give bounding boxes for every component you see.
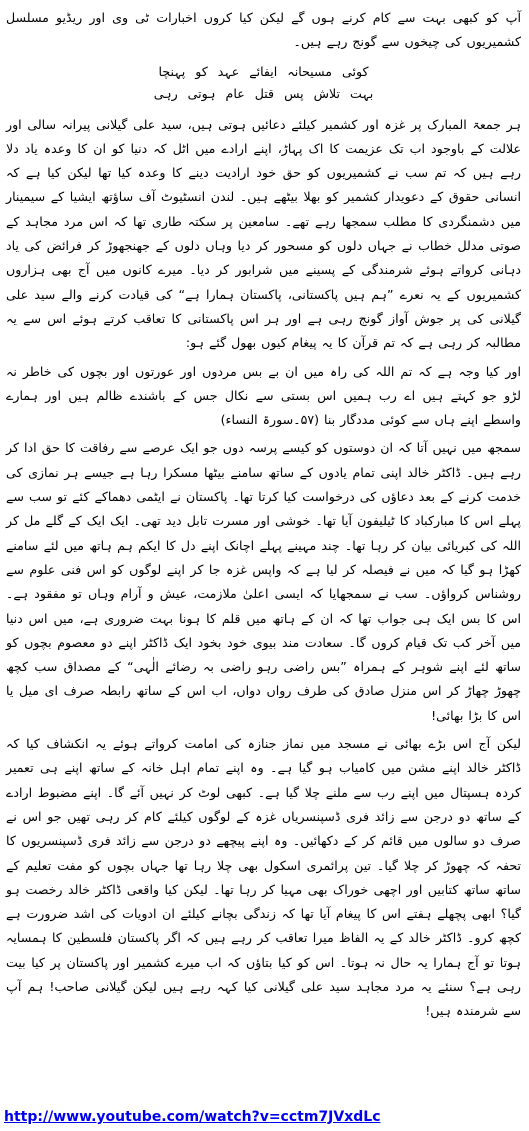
poetry-verse	[6, 61, 521, 105]
youtube-link[interactable]: http://www.youtube.com/watch?v=cctm7JVxdLc	[4, 1109, 381, 1125]
verse-line-right: کوئی مسیحانہ ایفائے عہد کو پہنچا	[158, 63, 369, 79]
verse-line-left: بہت تلاش پس قتل عام ہوتی رہی	[153, 85, 374, 101]
article-paragraph-gilani: ہر جمعۃ المبارک پر غزہ اور کشمیر کیلئے دعائیں ہوتی ہیں، سید علی گیلانی پیرانہ سالی اور علالت کے باوجود اب تک عزیمت کا اک پہاڑ، اپنے ارادے میں اٹل کہ دنیا کو ان کا وعدہ یاد دلا رہے ہیں کہ تم سب نے کشمیریوں کو حق خود ارادیت دینے کا وعدہ کیا تھا لیکن کیا ہے کہ انسانی حقوق کے دعویدار کشمیر کو بھلا بیٹھے ہیں۔ لندن انسٹیوٹ آف ساؤتھ ایشیا کے سیمینار میں دشمنگردی کا مطلب سمجھا رہے تھے۔ سامعین پر سکتہ طاری تھا کہ اس مرد مجاہد کے صوتی مدلل خطاب نے جہاں دلوں کو مسحور کر دیا وہاں دلوں کے جھنجھوڑ کر فرائض کی یاد دہانی کرواتے ہوئے شرمندگی کے پسینے میں شرابور کر دیا۔ میرے کانوں میں آج بھی ہزاروں کشمیریوں کے یہ نعرے ”ہم ہیں پاکستانی، پاکستان ہمارا ہے“ کی قیادت کرنے والے سید علی گیلانی کی پر جوش آواز گونج رہی ہے اور ہر اس پاکستانی کا تعاقب کرتے ہوئے اس سے یہ مطالبہ کر رہی ہے کہ تم قرآن کا یہ پیغام کیوں بھول گئے ہو:	[6, 116, 521, 351]
quran-quote-paragraph: اور کیا وجہ ہے کہ تم اللہ کی راہ میں ان بے بس مردوں اور عورتوں اور بچوں کی خاطر نہ لڑو جو کہتے ہیں اے رب ہمیں اس بستی سے نکال جس کے باشندے ظالم ہیں اور ہمارے واسطے اپنے ہاں سے کوئی مددگار بنا (۵۷۔سورۃ النساء)	[6, 363, 521, 428]
article-paragraph-intro: آپ کو کبھی بہت سے کام کرنے ہوں گے لیکن کیا کروں اخبارات ٹی وی اور ریڈیو مسلسل کشمیریوں کی چیخوں سے گونج رہے ہیں۔	[6, 10, 521, 50]
article-paragraph-funeral: لیکن آج اس بڑے بھائی نے مسجد میں نماز جنازہ کی امامت کرواتے ہوئے یہ انکشاف کیا کہ ڈاکٹر خالد اپنے مشن میں کامیاب ہو گیا ہے۔ وہ اپنے تمام اہل خانہ کے ساتھ اپنے ہی تعمیر کردہ ہسپتال میں اپنے رب سے ملنے چلا گیا ہے۔ کبھی لوٹ کر نہیں آئے گا۔ اپنے مضبوط ارادے کے ساتھ دو درجن سے زائد فری ڈسپنسریاں غزہ کے لوگوں کیلئے کام کر رہی تھیں جو اس نے صرف دو سالوں میں قائم کر کے دکھائیں۔ وہ اپنے پیچھے دو درجن سے زائد فری ڈسپنسریوں کا تحفہ کہ چھوڑ کر چلا گیا۔ تین پرائمری اسکول بھی چلا رہا تھا جہاں بچوں کو مفت تعلیم کے ساتھ ساتھ کتابیں اور اچھی خوراک بھی مہیا کر رہا تھا۔ لیکن کیا واقعی ڈاکٹر خالد رخصت ہو گیا؟ ابھی پچھلے ہفتے اس کا پیغام آیا تھا کہ زندگی بچانے کیلئے ان ادویات کی اشد ضرورت ہے کچھ کرو۔ ڈاکٹر خالد کے یہ الفاظ میرا تعاقب کر رہے ہیں کہ اگر پاکستان فلسطین کا ہمسایہ ہوتا تو آج ہمارا یہ حال نہ ہوتا۔ اس کو کیا بتاؤں کہ اب میرے کشمیر اور پاکستان پر کیا بیت رہی ہے؟ سنئے یہ مرد مجاہد سید علی گیلانی کیا کہہ رہے ہیں لیکن گیلانی صاحب! ہم آپ سے شرمندہ ہیں!	[6, 736, 521, 1019]
article-paragraph-dr-khalid: سمجھ میں نہیں آتا کہ ان دوستوں کو کیسے پرسہ دوں جو ایک عرصے سے رفاقت کا حق ادا کر رہے ہیں۔ ڈاکٹر خالد اپنی تمام یادوں کے ساتھ سامنے بیٹھا مسکرا رہا ہے جیسے ہر نمازی کی خدمت کرنے کے بعد دعاؤں کی درخواست کیا کرتا تھا۔ پاکستان نے ایٹمی دھماکے کئے تو سب سے پہلے اس کا مبارکباد کا ٹیلیفون آیا تھا۔ خوشی اور مسرت تابل دید تھی۔ ایک ایک کے گلے مل کر اللہ کی کبریائی بیان کر رہا تھا۔ چند مہینے پہلے اچانک اپنے دل کا ایکم ہم ہاتھ میں لئے سامنے کھڑا ہو گیا کہ میں نے فیصلہ کر لیا ہے کہ واپس غزہ جا کر اپنے لوگوں کو اس فنی علوم سے روشناس کرواؤں۔ سب نے سمجھایا کہ ایسی اعلیٰ ملازمت، عیش و آرام وہاں تو مفقود ہے۔ اس کا بس ایک ہی جواب تھا کہ ان کے ہاتھ میں قلم کا ہونا بہت ضروری ہے، میں اس دنیا میں آخر کب تک قیام کروں گا۔ سعادت مند بیوی خود بخود ایک ڈاکٹر اپنے دو معصوم بچوں کو ساتھ لئے اپنے شوہر کے ہمراہ ”بس راضی رہو راضی بہ رضائے الٰہی“ کے مصداق سب کچھ چھوڑ چھاڑ کر اس منزل صادق کی طرف رواں دواں، اب اس کے ساتھ رابطہ صرف ای میل یا اس کا بڑا بھائی!	[6, 440, 521, 723]
